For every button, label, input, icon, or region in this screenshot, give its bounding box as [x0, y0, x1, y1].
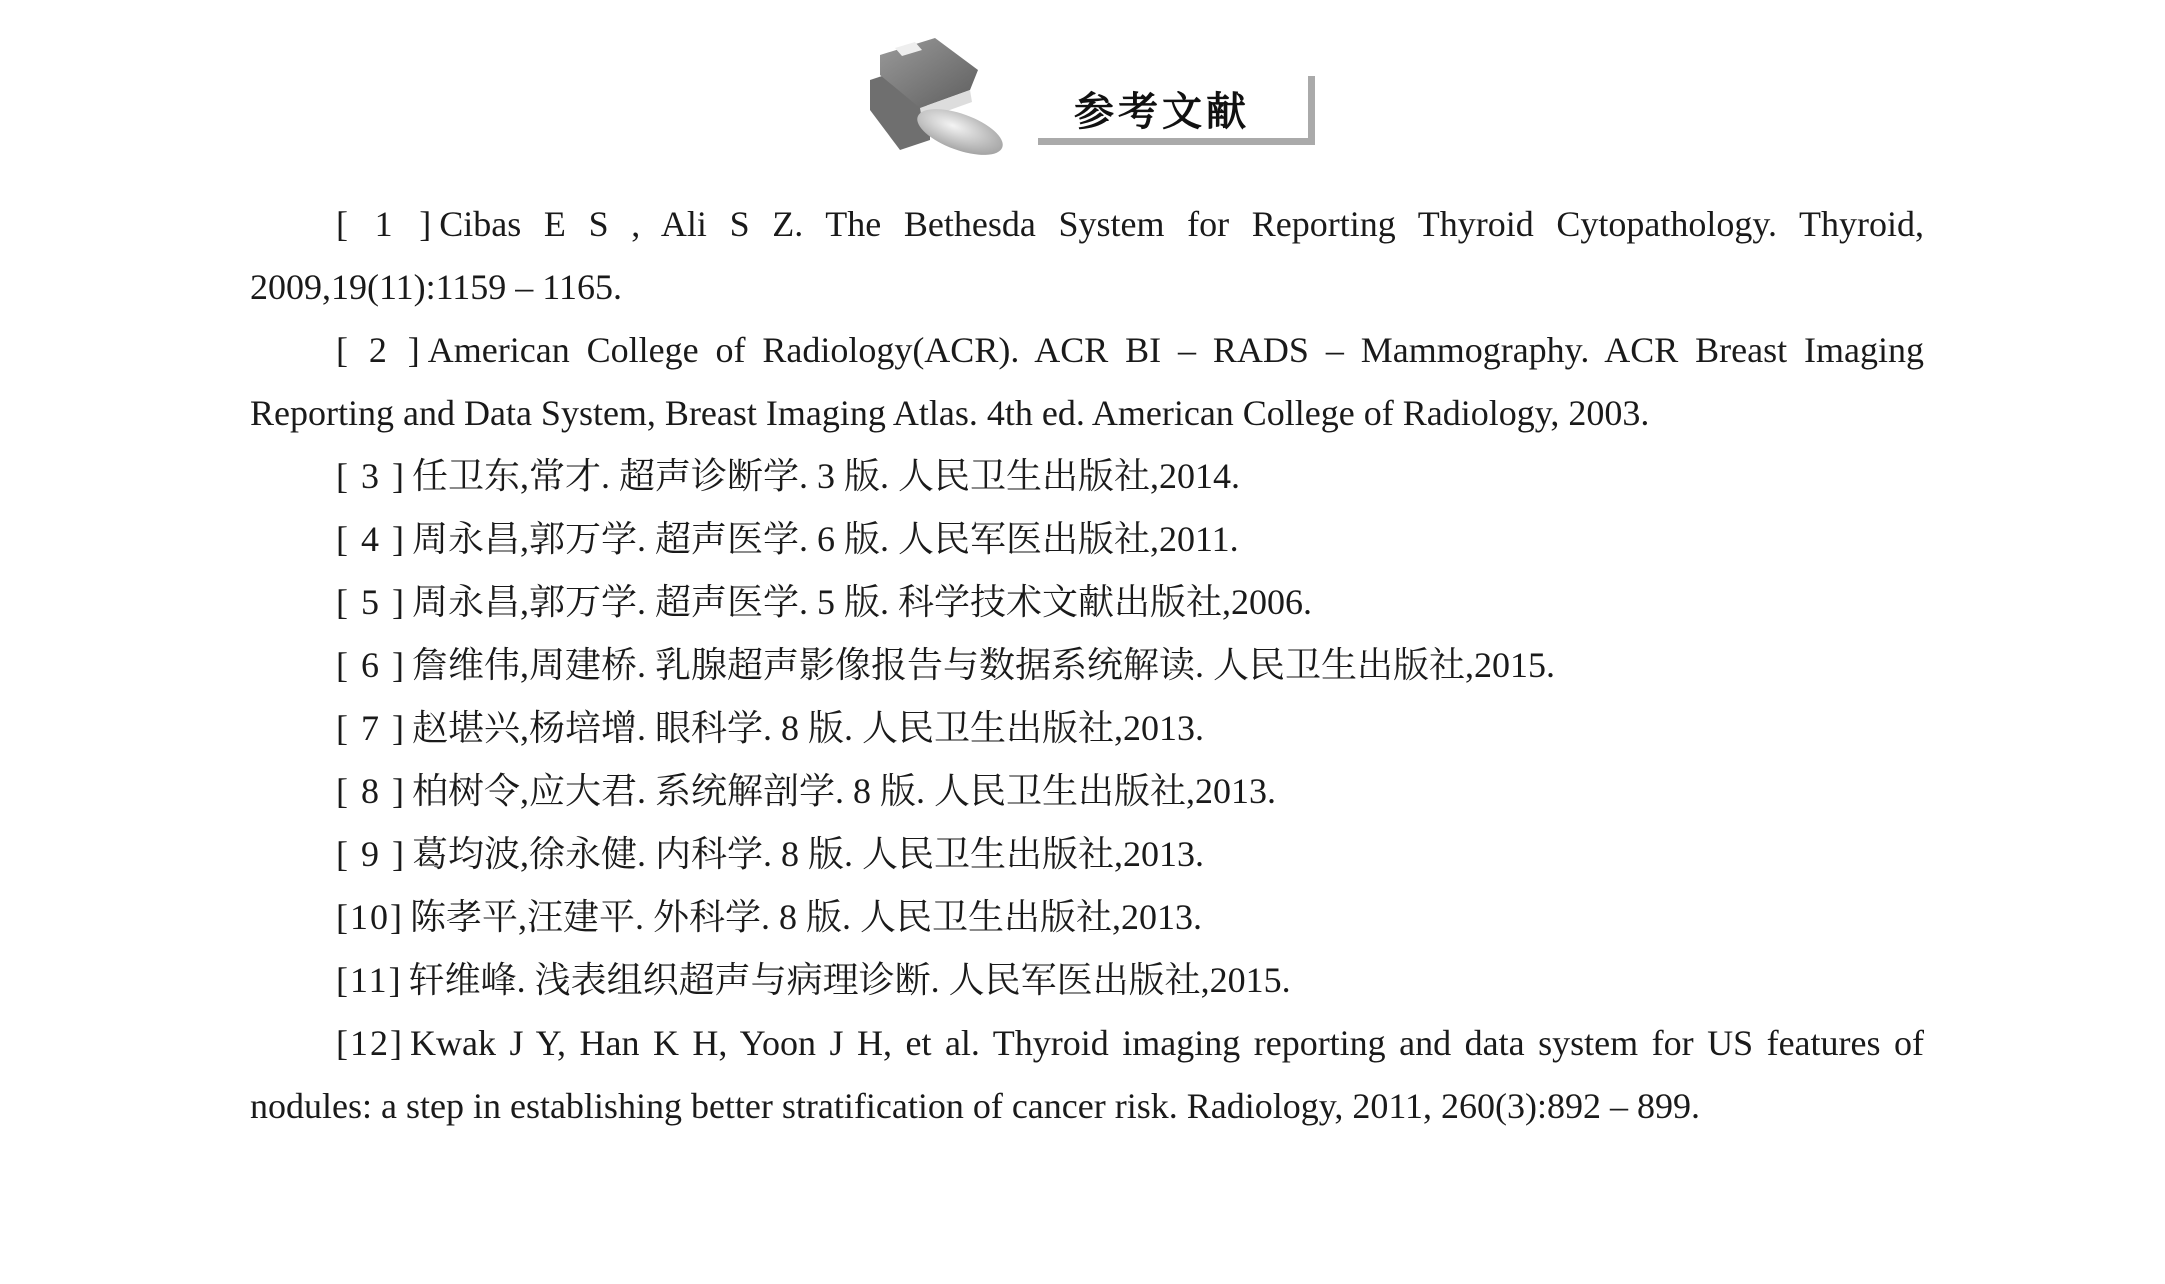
reference-number: [ 3 ] — [336, 456, 406, 496]
reference-number: [ 7 ] — [336, 708, 406, 748]
reference-text: 周永昌,郭万学. 超声医学. 6 版. 人民军医出版社,2011. — [411, 519, 1239, 559]
reference-number: [11] — [336, 960, 403, 1000]
reference-item — [250, 445, 1924, 508]
reference-text: 詹维伟,周建桥. 乳腺超声影像报告与数据系统解读. 人民卫生出版社,2015. — [411, 645, 1555, 685]
reference-item — [250, 634, 1924, 697]
reference-text: American College of Radiology(ACR). ACR BI – RADS – Mammography. ACR Breast Imaging Reporting and Data System, Breast Imaging Atlas. 4th ed. American College of Radiology, 2003. — [250, 330, 1924, 433]
reference-item — [250, 1012, 1924, 1138]
reference-item — [250, 571, 1924, 634]
book-mouse-icon — [860, 30, 1010, 160]
reference-number: [ 5 ] — [336, 582, 406, 622]
reference-text: 任卫东,常才. 超声诊断学. 3 版. 人民卫生出版社,2014. — [411, 456, 1240, 496]
reference-number: [ 1 ] — [336, 204, 434, 244]
reference-item — [250, 508, 1924, 571]
reference-number: [ 4 ] — [336, 519, 406, 559]
reference-number: [12] — [336, 1023, 404, 1063]
reference-number: [ 6 ] — [336, 645, 406, 685]
reference-number: [ 8 ] — [336, 771, 406, 811]
reference-item — [250, 760, 1924, 823]
reference-text: 赵堪兴,杨培增. 眼科学. 8 版. 人民卫生出版社,2013. — [411, 708, 1204, 748]
reference-item — [250, 697, 1924, 760]
reference-number: [10] — [336, 897, 404, 937]
reference-text: 柏树令,应大君. 系统解剖学. 8 版. 人民卫生出版社,2013. — [411, 771, 1276, 811]
reference-list — [250, 193, 1924, 1138]
reference-number: [ 2 ] — [336, 330, 422, 370]
reference-text: 葛均波,徐永健. 内科学. 8 版. 人民卫生出版社,2013. — [411, 834, 1204, 874]
reference-text: Cibas E S , Ali S Z. The Bethesda System for Reporting Thyroid Cytopathology. Thyroid, 2009,19(11):1159 – 1165. — [250, 204, 1924, 307]
reference-number: [ 9 ] — [336, 834, 406, 874]
reference-item — [250, 193, 1924, 319]
section-header — [860, 30, 1320, 160]
reference-text: Kwak J Y, Han K H, Yoon J H, et al. Thyroid imaging reporting and data system for US features of nodules: a step in establishing better stratification of cancer risk. Radiology, 2011, 260(3):892 – 899. — [250, 1023, 1924, 1126]
title-box — [1038, 76, 1315, 145]
reference-text: 陈孝平,汪建平. 外科学. 8 版. 人民卫生出版社,2013. — [409, 897, 1202, 937]
reference-text: 周永昌,郭万学. 超声医学. 5 版. 科学技术文献出版社,2006. — [411, 582, 1312, 622]
reference-item — [250, 823, 1924, 886]
reference-text: 轩维峰. 浅表组织超声与病理诊断. 人民军医出版社,2015. — [408, 960, 1291, 1000]
reference-item — [250, 886, 1924, 949]
reference-item — [250, 949, 1924, 1012]
page-title: 参考文献 — [1074, 89, 1250, 135]
reference-item — [250, 319, 1924, 445]
